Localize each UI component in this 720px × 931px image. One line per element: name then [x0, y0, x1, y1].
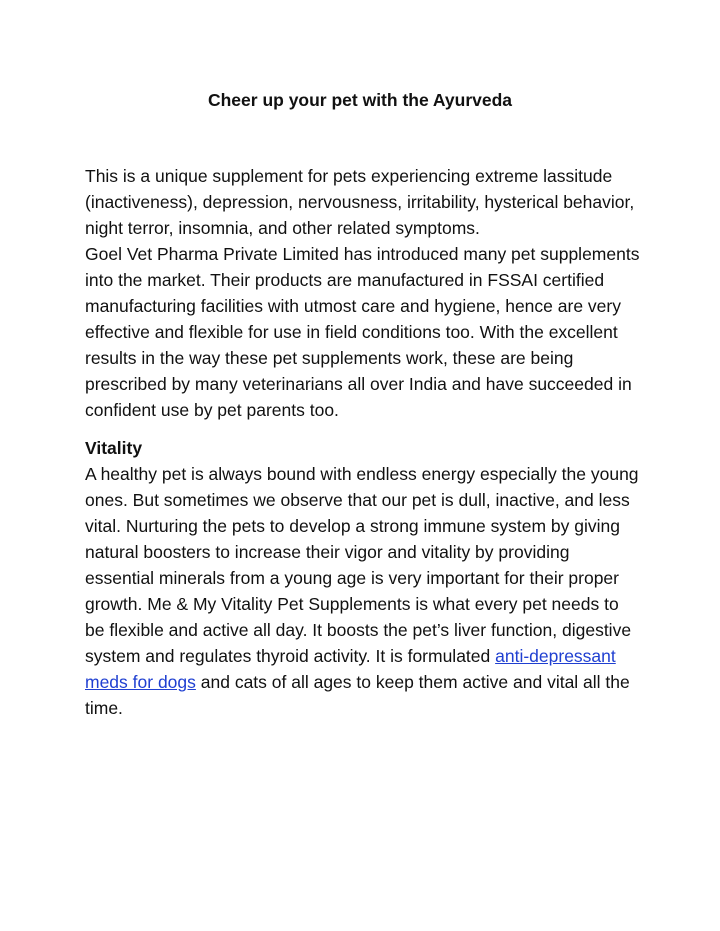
vitality-text-start: A healthy pet is always bound with endless energy especially the young ones. But sometimes we observe that our pet is dull, inactive, and less vital. Nurturing the pets to develop a strong immune system by giving natural boosters to increase their vigor and vitality by providing essential minerals from a young age is very important for their proper growth. Me & My Vitality Pet Supplements is what every pet needs to be flexible and active all day. It boosts the pet’s liver function, digestive system and regulates thyroid activity. It is formulated	[85, 464, 639, 666]
vitality-text-end: and cats of all ages to keep them active and vital all the time.	[85, 672, 630, 718]
vitality-paragraph	[85, 461, 640, 721]
vitality-heading: Vitality	[85, 438, 143, 458]
company-paragraph: Goel Vet Pharma Private Limited has introduced many pet supplements into the market. Their products are manufactured in FSSAI certified manufacturing facilities with utmost care and hygiene, hence are very effective and flexible for use in field conditions too. With the excellent results in the way these pet supplements work, these are being prescribed by many veterinarians all over India and have succeeded in confident use by pet parents too.	[85, 244, 640, 420]
anti-depressant-meds-link[interactable]: anti-depressant meds for dogs	[85, 646, 616, 692]
page-title: Cheer up your pet with the Ayurveda	[207, 90, 513, 110]
document-body	[85, 163, 640, 721]
intro-paragraph: This is a unique supplement for pets experiencing extreme lassitude (inactiveness), depression, nervousness, irritability, hysterical behavior, night terror, insomnia, and other related symptoms.	[85, 166, 635, 238]
